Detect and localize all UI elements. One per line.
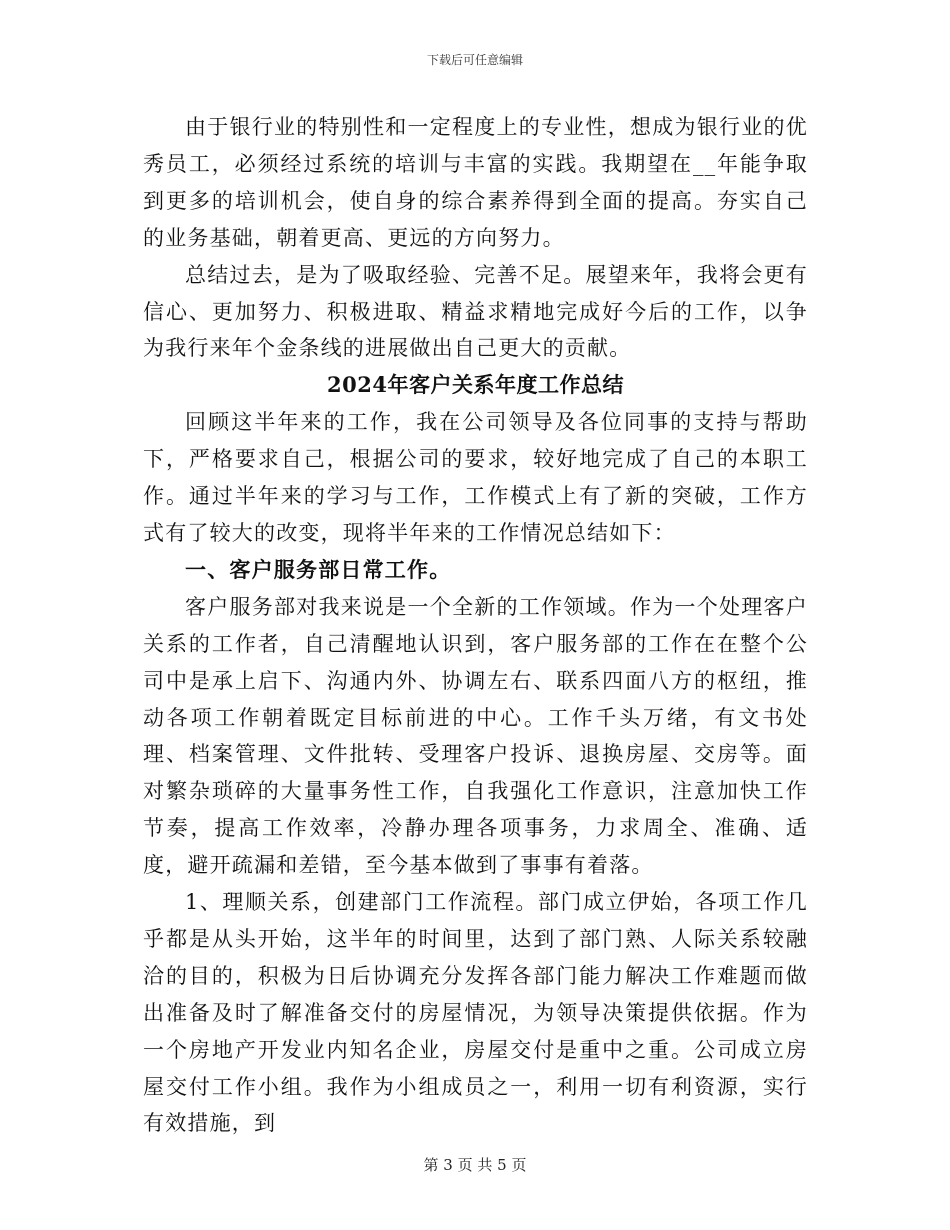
- document-title: 2024年客户关系年度工作总结: [327, 372, 624, 398]
- page-header: 下载后可任意编辑: [426, 53, 523, 67]
- paragraph-training: 由于银行业的特别性和一定程度上的专业性，想成为银行业的优秀员工，必须经过系统的培训与丰富的实践。我期望在__年能争取到更多的培训机会，使自身的综合素养得到全面的提高。夯实自己的业务基础，朝着更高、更远的方向努力。: [143, 115, 808, 250]
- paragraph-customer-service: 客户服务部对我来说是一个全新的工作领域。作为一个处理客户关系的工作者，自己清醒地认识到，客户服务部的工作在在整个公司中是承上启下、沟通内外、协调左右、联系四面八方的枢纽，推动各项工作朝着既定目标前进的中心。工作千头万绪，有文书处理、档案管理、文件批转、受理客户投诉、退换房屋、交房等。面对繁杂琐碎的大量事务性工作，自我强化工作意识，注意加快工作节奏，提高工作效率，冷静办理各项事务，力求周全、准确、适度，避开疏漏和差错，至今基本做到了事事有着落。: [143, 594, 808, 878]
- document-body: [143, 109, 808, 1142]
- paragraph-review: 回顾这半年来的工作，我在公司领导及各位同事的支持与帮助下，严格要求自己，根据公司的要求，较好地完成了自己的本职工作。通过半年来的学习与工作，工作模式上有了新的突破，工作方式有了较大的改变，现将半年来的工作情况总结如下：: [143, 410, 808, 545]
- page-number: 第 3 页 共 5 页: [423, 1156, 527, 1174]
- paragraph-summary: 总结过去，是为了吸取经验、完善不足。展望来年，我将会更有信心、更加努力、积极进取、精益求精地完成好今后的工作，以争为我行来年个金条线的进展做出自己更大的贡献。: [143, 262, 808, 361]
- paragraph-workflow: 1、理顺关系，创建部门工作流程。部门成立伊始，各项工作几乎都是从头开始，这半年的时间里，达到了部门熟、人际关系较融洽的目的，积极为日后协调充分发挥各部门能力解决工作难题而做出准备及时了解准备交付的房屋情况，为领导决策提供依据。作为一个房地产开发业内知名企业，房屋交付是重中之重。公司成立房屋交付工作小组。我作为小组成员之一，利用一切有利资源，实行有效措施，到: [143, 890, 808, 1136]
- section-heading-daily-work: 一、客户服务部日常工作。: [185, 556, 452, 582]
